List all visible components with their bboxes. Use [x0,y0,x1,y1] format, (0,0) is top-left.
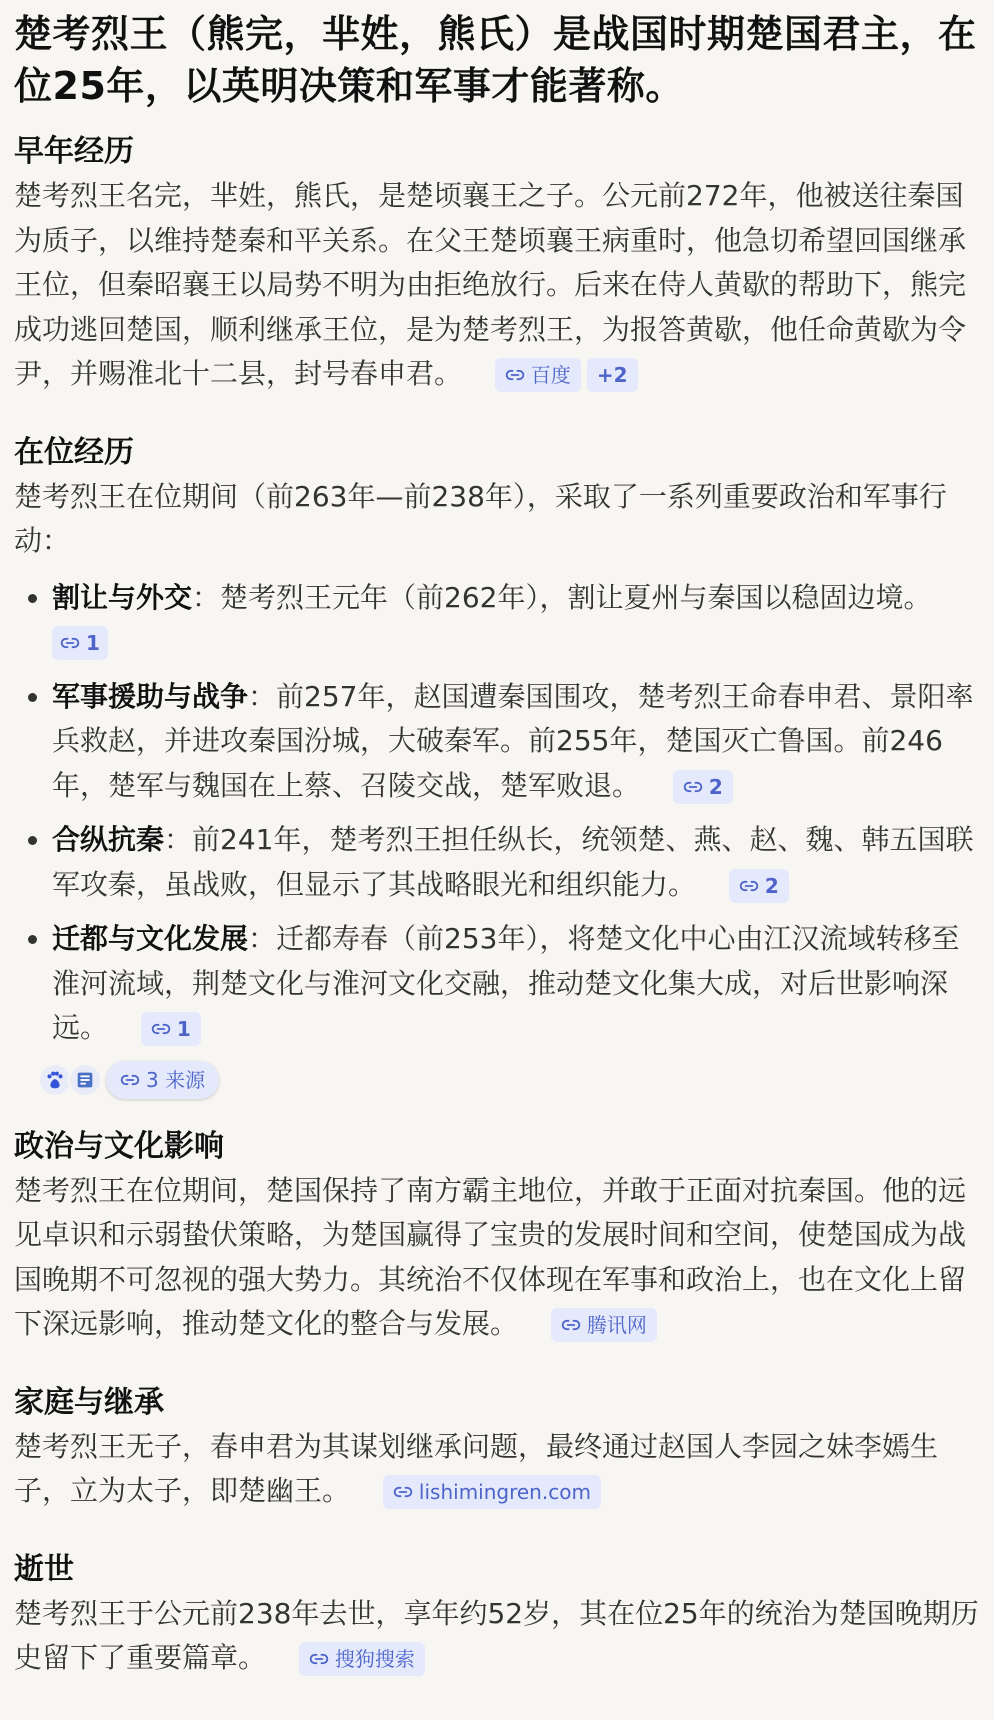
link-icon [505,365,525,385]
section-heading-reign: 在位经历 [14,434,134,470]
source-chip-baidu[interactable] [495,358,581,392]
source-chip-count[interactable] [52,626,108,660]
source-chip-count[interactable] [729,869,789,903]
sources-button[interactable] [106,1061,219,1099]
source-chip-label: 搜狗搜索 [334,1647,415,1671]
section-death [14,1548,980,1681]
section-text-death [14,1592,980,1681]
encyclopedia-logo-icon [68,1063,102,1097]
link-icon [60,633,80,653]
section-text-early-life [14,174,980,397]
section-influence [14,1125,980,1347]
section-heading-influence: 政治与文化影响 [14,1128,224,1164]
reign-item-title: 合纵抗秦 [52,823,165,856]
death-text: 楚考烈王于公元前238年去世，享年约52岁，其在位25年的统治为楚国晚期历史留下了重要篇章。 [14,1596,979,1674]
source-count: 1 [86,631,100,655]
source-count: 2 [764,873,779,898]
section-early-life [14,130,980,397]
sources-summary[interactable] [38,1061,980,1099]
link-icon [739,876,759,896]
reign-list-item [52,917,980,1051]
influence-text: 楚考烈王在位期间，楚国保持了南方霸主地位，并敢于正面对抗秦国。他的远见卓识和示弱蛰伏策略，为楚国赢得了宝贵的发展时间和空间，使楚国成为战国晚期不可忽视的强大势力。其统治不仅体现在军事和政治上，也在文化上留下深远影响，推动楚文化的整合与发展。 [14,1173,967,1340]
reign-item-title: 军事援助与战争 [52,679,249,713]
source-chip-count[interactable] [673,770,733,804]
reign-item-title: 割让与外交 [52,580,193,614]
link-icon [120,1070,140,1090]
reign-list-item [52,818,980,907]
sources-label: 3 来源 [146,1067,206,1092]
source-chip-count[interactable] [141,1012,201,1046]
reign-list [14,576,980,1051]
section-heading-early-life: 早年经历 [14,134,134,169]
reign-item-text: ：前241年，楚考烈王担任纵长，统领楚、燕、赵、魏、韩五国联军攻秦，虽战败，但显示了其战略眼光和组织能力。 [52,823,974,901]
reign-item-text: ：前257年，赵国遭秦国围攻，楚考烈王命春申君、景阳率兵救赵，并进攻秦国汾城，大破秦军。前255年，楚国灭亡鲁国。前246年，楚军与魏国在上蔡、召陵交战，楚军败退。 [52,679,974,802]
source-count: 1 [176,1017,191,1041]
reign-item-title: 迁都与文化发展 [52,922,249,955]
section-reign [14,431,980,1099]
encyclopedia-book-icon [74,1069,96,1091]
reign-list-item [52,675,980,809]
answer-title: 楚考烈王（熊完，芈姓，熊氏）是战国时期楚国君主，在位25年，以英明决策和军事才能著称。 [14,12,977,108]
source-chip-more[interactable]: +2 [587,358,638,392]
baidu-logo-icon [38,1063,72,1097]
section-heading-family: 家庭与继承 [14,1384,164,1420]
link-icon [561,1315,581,1335]
section-text-family [14,1425,980,1514]
reign-item-text: ：楚考烈王元年（前262年），割让夏州与秦国以稳固边境。 [192,580,932,614]
link-icon [151,1019,171,1039]
source-chip-label: 腾讯网 [586,1313,647,1337]
source-count: 2 [708,774,723,799]
source-chip-tencent[interactable] [551,1308,657,1342]
early-life-text: 楚考烈王名完，芈姓，熊氏，是楚顷襄王之子。公元前272年，他被送往秦国为质子，以维持楚秦和平关系。在父王楚顷襄王病重时，他急切希望回国继承王位，但秦昭襄王以局势不明为由拒绝放行。后来在侍人黄歇的帮助下，熊完成功逃回楚国，顺利继承王位，是为楚考烈王，为报答黄歇，他任命黄歇为令尹，并赐淮北十二县，封号春申君。 [14,179,967,390]
source-chip-label: 百度 [530,363,571,387]
source-chip-lishimingren[interactable] [383,1475,601,1509]
section-heading-death: 逝世 [14,1551,74,1587]
reign-list-item [52,576,980,665]
source-chip-label: lishimingren.com [418,1480,591,1504]
section-text-influence [14,1169,980,1347]
family-text: 楚考烈王无子，春申君为其谋划继承问题，最终通过赵国人李园之妹李嫣生子，立为太子，即楚幽王。 [14,1429,939,1507]
section-intro-reign: 楚考烈王在位期间（前263年—前238年），采取了一系列重要政治和军事行动： [14,479,947,557]
link-icon [683,777,703,797]
reign-item-text: ：迁都寿春（前253年），将楚文化中心由江汉流域转移至淮河流域，荆楚文化与淮河文化交融，推动楚文化集大成，对后世影响深远。 [52,922,960,1044]
link-icon [393,1482,413,1502]
section-family [14,1381,980,1514]
source-chip-sogou[interactable] [299,1642,425,1676]
baidu-paw-icon [44,1069,66,1091]
link-icon [309,1649,329,1669]
